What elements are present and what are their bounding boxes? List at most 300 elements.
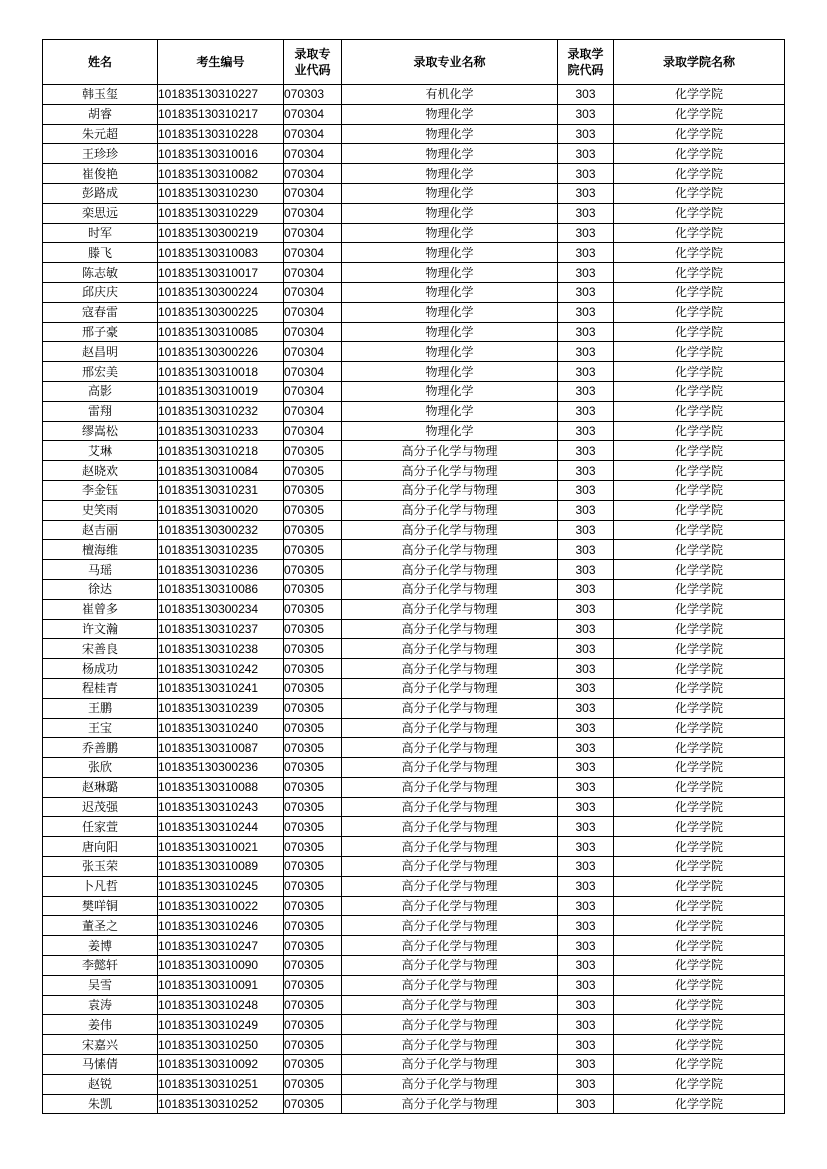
header-college-code: 录取学 院代码 xyxy=(558,40,614,85)
cell-major-name: 高分子化学与物理 xyxy=(342,659,558,679)
cell-major-name: 高分子化学与物理 xyxy=(342,876,558,896)
cell-exam-id: 101835130310084 xyxy=(158,461,284,481)
cell-major-code: 070304 xyxy=(284,183,342,203)
cell-major-name: 物理化学 xyxy=(342,401,558,421)
cell-name: 赵琳璐 xyxy=(43,777,158,797)
cell-major-name: 物理化学 xyxy=(342,282,558,302)
cell-college-code: 303 xyxy=(558,302,614,322)
cell-name: 马瑶 xyxy=(43,560,158,580)
cell-college-name: 化学学院 xyxy=(614,302,785,322)
cell-college-code: 303 xyxy=(558,560,614,580)
cell-exam-id: 101835130310243 xyxy=(158,797,284,817)
table-row xyxy=(43,183,785,203)
table-row xyxy=(43,857,785,877)
table-row xyxy=(43,362,785,382)
cell-name: 邢宏美 xyxy=(43,362,158,382)
cell-name: 史笑雨 xyxy=(43,500,158,520)
cell-college-name: 化学学院 xyxy=(614,540,785,560)
cell-major-code: 070304 xyxy=(284,243,342,263)
table-row xyxy=(43,480,785,500)
cell-exam-id: 101835130310017 xyxy=(158,263,284,283)
cell-college-name: 化学学院 xyxy=(614,1094,785,1114)
cell-name: 赵昌明 xyxy=(43,342,158,362)
cell-major-code: 070304 xyxy=(284,263,342,283)
cell-college-name: 化学学院 xyxy=(614,936,785,956)
cell-exam-id: 101835130310246 xyxy=(158,916,284,936)
cell-major-name: 高分子化学与物理 xyxy=(342,599,558,619)
cell-name: 吴雪 xyxy=(43,975,158,995)
cell-major-code: 070304 xyxy=(284,164,342,184)
cell-college-name: 化学学院 xyxy=(614,837,785,857)
cell-college-code: 303 xyxy=(558,104,614,124)
table-row xyxy=(43,1074,785,1094)
table-row xyxy=(43,797,785,817)
cell-exam-id: 101835130310237 xyxy=(158,619,284,639)
cell-college-code: 303 xyxy=(558,797,614,817)
cell-name: 邢子豪 xyxy=(43,322,158,342)
cell-major-code: 070305 xyxy=(284,480,342,500)
cell-major-name: 有机化学 xyxy=(342,85,558,105)
table-row xyxy=(43,817,785,837)
table-row xyxy=(43,837,785,857)
table-row xyxy=(43,124,785,144)
cell-college-name: 化学学院 xyxy=(614,282,785,302)
cell-college-code: 303 xyxy=(558,1015,614,1035)
table-row xyxy=(43,975,785,995)
cell-major-name: 高分子化学与物理 xyxy=(342,560,558,580)
cell-college-code: 303 xyxy=(558,322,614,342)
cell-major-code: 070305 xyxy=(284,896,342,916)
cell-college-code: 303 xyxy=(558,164,614,184)
cell-major-name: 高分子化学与物理 xyxy=(342,500,558,520)
cell-major-name: 高分子化学与物理 xyxy=(342,916,558,936)
cell-college-name: 化学学院 xyxy=(614,342,785,362)
table-row xyxy=(43,876,785,896)
table-row xyxy=(43,322,785,342)
cell-major-code: 070305 xyxy=(284,817,342,837)
cell-major-name: 高分子化学与物理 xyxy=(342,857,558,877)
cell-exam-id: 101835130310092 xyxy=(158,1055,284,1075)
cell-college-name: 化学学院 xyxy=(614,599,785,619)
cell-exam-id: 101835130310088 xyxy=(158,777,284,797)
cell-name: 崔俊艳 xyxy=(43,164,158,184)
cell-college-name: 化学学院 xyxy=(614,362,785,382)
cell-college-name: 化学学院 xyxy=(614,441,785,461)
table-row xyxy=(43,560,785,580)
cell-college-code: 303 xyxy=(558,876,614,896)
cell-exam-id: 101835130310249 xyxy=(158,1015,284,1035)
cell-college-code: 303 xyxy=(558,282,614,302)
cell-name: 李金钰 xyxy=(43,480,158,500)
cell-college-code: 303 xyxy=(558,659,614,679)
cell-college-code: 303 xyxy=(558,619,614,639)
cell-major-name: 高分子化学与物理 xyxy=(342,540,558,560)
table-row xyxy=(43,1035,785,1055)
cell-college-name: 化学学院 xyxy=(614,104,785,124)
cell-major-name: 高分子化学与物理 xyxy=(342,520,558,540)
cell-name: 韩玉玺 xyxy=(43,85,158,105)
cell-name: 时军 xyxy=(43,223,158,243)
cell-college-name: 化学学院 xyxy=(614,560,785,580)
cell-exam-id: 101835130300236 xyxy=(158,758,284,778)
cell-exam-id: 101835130310233 xyxy=(158,421,284,441)
cell-college-name: 化学学院 xyxy=(614,164,785,184)
cell-college-code: 303 xyxy=(558,817,614,837)
cell-exam-id: 101835130310089 xyxy=(158,857,284,877)
cell-major-name: 物理化学 xyxy=(342,421,558,441)
cell-college-name: 化学学院 xyxy=(614,144,785,164)
cell-exam-id: 101835130310229 xyxy=(158,203,284,223)
cell-college-code: 303 xyxy=(558,381,614,401)
cell-name: 王宝 xyxy=(43,718,158,738)
cell-name: 陈志敏 xyxy=(43,263,158,283)
cell-name: 朱凯 xyxy=(43,1094,158,1114)
cell-college-name: 化学学院 xyxy=(614,85,785,105)
cell-major-name: 高分子化学与物理 xyxy=(342,1094,558,1114)
table-row xyxy=(43,401,785,421)
cell-name: 寇春雷 xyxy=(43,302,158,322)
cell-college-code: 303 xyxy=(558,995,614,1015)
cell-major-name: 高分子化学与物理 xyxy=(342,579,558,599)
cell-exam-id: 101835130310085 xyxy=(158,322,284,342)
cell-major-name: 高分子化学与物理 xyxy=(342,619,558,639)
cell-name: 雷翔 xyxy=(43,401,158,421)
cell-major-name: 高分子化学与物理 xyxy=(342,1015,558,1035)
cell-major-code: 070305 xyxy=(284,956,342,976)
cell-major-code: 070304 xyxy=(284,381,342,401)
cell-exam-id: 101835130310228 xyxy=(158,124,284,144)
cell-college-name: 化学学院 xyxy=(614,797,785,817)
table-row xyxy=(43,302,785,322)
cell-college-code: 303 xyxy=(558,1094,614,1114)
table-row xyxy=(43,282,785,302)
cell-major-name: 高分子化学与物理 xyxy=(342,837,558,857)
cell-major-name: 高分子化学与物理 xyxy=(342,1074,558,1094)
cell-major-code: 070305 xyxy=(284,758,342,778)
header-name: 姓名 xyxy=(43,40,158,85)
cell-major-name: 物理化学 xyxy=(342,164,558,184)
cell-exam-id: 101835130300234 xyxy=(158,599,284,619)
table-row xyxy=(43,896,785,916)
table-row xyxy=(43,916,785,936)
table-row xyxy=(43,203,785,223)
cell-major-name: 物理化学 xyxy=(342,322,558,342)
header-row xyxy=(43,40,785,85)
cell-college-code: 303 xyxy=(558,401,614,421)
cell-name: 徐达 xyxy=(43,579,158,599)
cell-major-name: 物理化学 xyxy=(342,144,558,164)
cell-major-code: 070305 xyxy=(284,639,342,659)
cell-exam-id: 101835130310227 xyxy=(158,85,284,105)
cell-major-code: 070304 xyxy=(284,401,342,421)
cell-major-code: 070305 xyxy=(284,678,342,698)
cell-college-code: 303 xyxy=(558,421,614,441)
cell-major-name: 高分子化学与物理 xyxy=(342,461,558,481)
table-row xyxy=(43,144,785,164)
cell-exam-id: 101835130310020 xyxy=(158,500,284,520)
cell-name: 缪嵩松 xyxy=(43,421,158,441)
cell-major-name: 物理化学 xyxy=(342,243,558,263)
cell-major-code: 070305 xyxy=(284,659,342,679)
cell-college-code: 303 xyxy=(558,956,614,976)
cell-name: 董圣之 xyxy=(43,916,158,936)
cell-exam-id: 101835130310217 xyxy=(158,104,284,124)
cell-college-code: 303 xyxy=(558,678,614,698)
table-row xyxy=(43,104,785,124)
cell-major-name: 高分子化学与物理 xyxy=(342,718,558,738)
cell-college-code: 303 xyxy=(558,936,614,956)
cell-college-code: 303 xyxy=(558,500,614,520)
cell-major-name: 高分子化学与物理 xyxy=(342,956,558,976)
cell-college-code: 303 xyxy=(558,441,614,461)
cell-major-code: 070304 xyxy=(284,124,342,144)
cell-exam-id: 101835130310244 xyxy=(158,817,284,837)
cell-name: 崔曾多 xyxy=(43,599,158,619)
cell-major-code: 070305 xyxy=(284,995,342,1015)
table-row xyxy=(43,421,785,441)
cell-exam-id: 101835130310021 xyxy=(158,837,284,857)
cell-major-code: 070305 xyxy=(284,698,342,718)
cell-major-name: 物理化学 xyxy=(342,342,558,362)
cell-college-code: 303 xyxy=(558,144,614,164)
cell-major-name: 高分子化学与物理 xyxy=(342,441,558,461)
cell-major-code: 070305 xyxy=(284,540,342,560)
cell-college-code: 303 xyxy=(558,1074,614,1094)
cell-major-code: 070304 xyxy=(284,362,342,382)
cell-college-name: 化学学院 xyxy=(614,995,785,1015)
table-row xyxy=(43,223,785,243)
cell-college-name: 化学学院 xyxy=(614,1055,785,1075)
cell-major-code: 070305 xyxy=(284,797,342,817)
cell-college-code: 303 xyxy=(558,758,614,778)
cell-major-code: 070304 xyxy=(284,144,342,164)
cell-major-code: 070303 xyxy=(284,85,342,105)
table-row xyxy=(43,1015,785,1035)
table-row xyxy=(43,956,785,976)
cell-name: 赵锐 xyxy=(43,1074,158,1094)
cell-exam-id: 101835130310016 xyxy=(158,144,284,164)
cell-major-name: 物理化学 xyxy=(342,223,558,243)
header-major-code: 录取专 业代码 xyxy=(284,40,342,85)
cell-major-code: 070305 xyxy=(284,619,342,639)
cell-major-code: 070304 xyxy=(284,342,342,362)
cell-name: 杨成功 xyxy=(43,659,158,679)
cell-college-code: 303 xyxy=(558,975,614,995)
cell-name: 姜伟 xyxy=(43,1015,158,1035)
cell-college-code: 303 xyxy=(558,777,614,797)
cell-major-name: 高分子化学与物理 xyxy=(342,896,558,916)
cell-major-code: 070305 xyxy=(284,500,342,520)
cell-name: 程桂青 xyxy=(43,678,158,698)
table-row xyxy=(43,540,785,560)
cell-college-code: 303 xyxy=(558,263,614,283)
cell-college-name: 化学学院 xyxy=(614,678,785,698)
cell-name: 王鹏 xyxy=(43,698,158,718)
table-row xyxy=(43,995,785,1015)
cell-college-code: 303 xyxy=(558,916,614,936)
table-row xyxy=(43,381,785,401)
cell-major-code: 070305 xyxy=(284,441,342,461)
cell-college-name: 化学学院 xyxy=(614,1035,785,1055)
cell-college-name: 化学学院 xyxy=(614,263,785,283)
table-row xyxy=(43,936,785,956)
cell-exam-id: 101835130300232 xyxy=(158,520,284,540)
cell-major-code: 070305 xyxy=(284,579,342,599)
cell-college-code: 303 xyxy=(558,1055,614,1075)
cell-major-code: 070304 xyxy=(284,104,342,124)
cell-exam-id: 101835130310252 xyxy=(158,1094,284,1114)
cell-exam-id: 101835130310250 xyxy=(158,1035,284,1055)
table-row xyxy=(43,619,785,639)
cell-name: 张欣 xyxy=(43,758,158,778)
cell-major-name: 物理化学 xyxy=(342,183,558,203)
cell-college-name: 化学学院 xyxy=(614,975,785,995)
cell-exam-id: 101835130310242 xyxy=(158,659,284,679)
cell-college-code: 303 xyxy=(558,1035,614,1055)
cell-name: 王珍珍 xyxy=(43,144,158,164)
cell-name: 任家萱 xyxy=(43,817,158,837)
cell-exam-id: 101835130300225 xyxy=(158,302,284,322)
cell-name: 唐向阳 xyxy=(43,837,158,857)
cell-name: 宋嘉兴 xyxy=(43,1035,158,1055)
cell-exam-id: 101835130310232 xyxy=(158,401,284,421)
cell-college-code: 303 xyxy=(558,85,614,105)
cell-college-name: 化学学院 xyxy=(614,124,785,144)
cell-exam-id: 101835130300224 xyxy=(158,282,284,302)
cell-college-code: 303 xyxy=(558,639,614,659)
cell-name: 迟茂强 xyxy=(43,797,158,817)
cell-college-code: 303 xyxy=(558,599,614,619)
cell-exam-id: 101835130310236 xyxy=(158,560,284,580)
cell-major-code: 070305 xyxy=(284,777,342,797)
cell-college-name: 化学学院 xyxy=(614,1015,785,1035)
cell-exam-id: 101835130310218 xyxy=(158,441,284,461)
cell-name: 李懿轩 xyxy=(43,956,158,976)
cell-major-code: 070305 xyxy=(284,1074,342,1094)
cell-college-code: 303 xyxy=(558,698,614,718)
cell-major-code: 070305 xyxy=(284,718,342,738)
cell-major-code: 070305 xyxy=(284,560,342,580)
cell-college-code: 303 xyxy=(558,857,614,877)
table-row xyxy=(43,698,785,718)
cell-major-code: 070305 xyxy=(284,738,342,758)
cell-exam-id: 101835130310082 xyxy=(158,164,284,184)
cell-major-name: 高分子化学与物理 xyxy=(342,758,558,778)
cell-major-name: 高分子化学与物理 xyxy=(342,480,558,500)
cell-major-code: 070304 xyxy=(284,282,342,302)
cell-name: 邱庆庆 xyxy=(43,282,158,302)
cell-college-name: 化学学院 xyxy=(614,718,785,738)
cell-major-code: 070305 xyxy=(284,936,342,956)
cell-major-code: 070304 xyxy=(284,322,342,342)
cell-major-code: 070305 xyxy=(284,916,342,936)
cell-college-name: 化学学院 xyxy=(614,421,785,441)
cell-major-name: 物理化学 xyxy=(342,203,558,223)
cell-college-name: 化学学院 xyxy=(614,579,785,599)
cell-college-name: 化学学院 xyxy=(614,916,785,936)
header-college-name: 录取学院名称 xyxy=(614,40,785,85)
cell-name: 乔善鹏 xyxy=(43,738,158,758)
cell-exam-id: 101835130310083 xyxy=(158,243,284,263)
cell-major-code: 070305 xyxy=(284,520,342,540)
cell-college-name: 化学学院 xyxy=(614,619,785,639)
cell-exam-id: 101835130300219 xyxy=(158,223,284,243)
cell-college-name: 化学学院 xyxy=(614,322,785,342)
cell-major-name: 物理化学 xyxy=(342,302,558,322)
cell-exam-id: 101835130310241 xyxy=(158,678,284,698)
cell-name: 袁涛 xyxy=(43,995,158,1015)
cell-college-code: 303 xyxy=(558,342,614,362)
cell-name: 樊咩铜 xyxy=(43,896,158,916)
cell-major-name: 高分子化学与物理 xyxy=(342,639,558,659)
cell-college-code: 303 xyxy=(558,718,614,738)
cell-exam-id: 101835130310091 xyxy=(158,975,284,995)
cell-exam-id: 101835130310235 xyxy=(158,540,284,560)
cell-exam-id: 101835130310019 xyxy=(158,381,284,401)
cell-name: 马愫倩 xyxy=(43,1055,158,1075)
table-row xyxy=(43,718,785,738)
cell-major-code: 070305 xyxy=(284,1094,342,1114)
cell-major-name: 高分子化学与物理 xyxy=(342,817,558,837)
cell-college-name: 化学学院 xyxy=(614,698,785,718)
cell-college-name: 化学学院 xyxy=(614,203,785,223)
cell-name: 高影 xyxy=(43,381,158,401)
cell-major-code: 070304 xyxy=(284,302,342,322)
table-row xyxy=(43,85,785,105)
table-row xyxy=(43,659,785,679)
table-row xyxy=(43,777,785,797)
cell-college-name: 化学学院 xyxy=(614,896,785,916)
table-row xyxy=(43,599,785,619)
cell-college-code: 303 xyxy=(558,480,614,500)
cell-name: 艾琳 xyxy=(43,441,158,461)
cell-exam-id: 101835130310251 xyxy=(158,1074,284,1094)
table-row xyxy=(43,579,785,599)
cell-major-name: 物理化学 xyxy=(342,362,558,382)
table-row xyxy=(43,738,785,758)
table-header xyxy=(43,40,785,85)
cell-major-name: 高分子化学与物理 xyxy=(342,936,558,956)
cell-college-code: 303 xyxy=(558,243,614,263)
cell-major-name: 高分子化学与物理 xyxy=(342,777,558,797)
cell-major-name: 高分子化学与物理 xyxy=(342,1035,558,1055)
cell-major-code: 070305 xyxy=(284,837,342,857)
cell-college-name: 化学学院 xyxy=(614,480,785,500)
table-row xyxy=(43,1055,785,1075)
cell-major-code: 070305 xyxy=(284,1035,342,1055)
cell-college-code: 303 xyxy=(558,183,614,203)
header-major-name: 录取专业名称 xyxy=(342,40,558,85)
table-row xyxy=(43,263,785,283)
cell-college-name: 化学学院 xyxy=(614,857,785,877)
table-row xyxy=(43,639,785,659)
cell-major-code: 070305 xyxy=(284,1055,342,1075)
cell-major-name: 高分子化学与物理 xyxy=(342,797,558,817)
cell-name: 许文瀚 xyxy=(43,619,158,639)
cell-college-code: 303 xyxy=(558,579,614,599)
cell-major-code: 070304 xyxy=(284,421,342,441)
header-exam-id: 考生编号 xyxy=(158,40,284,85)
cell-exam-id: 101835130310239 xyxy=(158,698,284,718)
cell-college-name: 化学学院 xyxy=(614,520,785,540)
cell-college-code: 303 xyxy=(558,223,614,243)
cell-major-code: 070305 xyxy=(284,1015,342,1035)
cell-college-name: 化学学院 xyxy=(614,758,785,778)
cell-major-name: 高分子化学与物理 xyxy=(342,698,558,718)
cell-college-code: 303 xyxy=(558,540,614,560)
cell-name: 栾思远 xyxy=(43,203,158,223)
cell-major-name: 物理化学 xyxy=(342,124,558,144)
